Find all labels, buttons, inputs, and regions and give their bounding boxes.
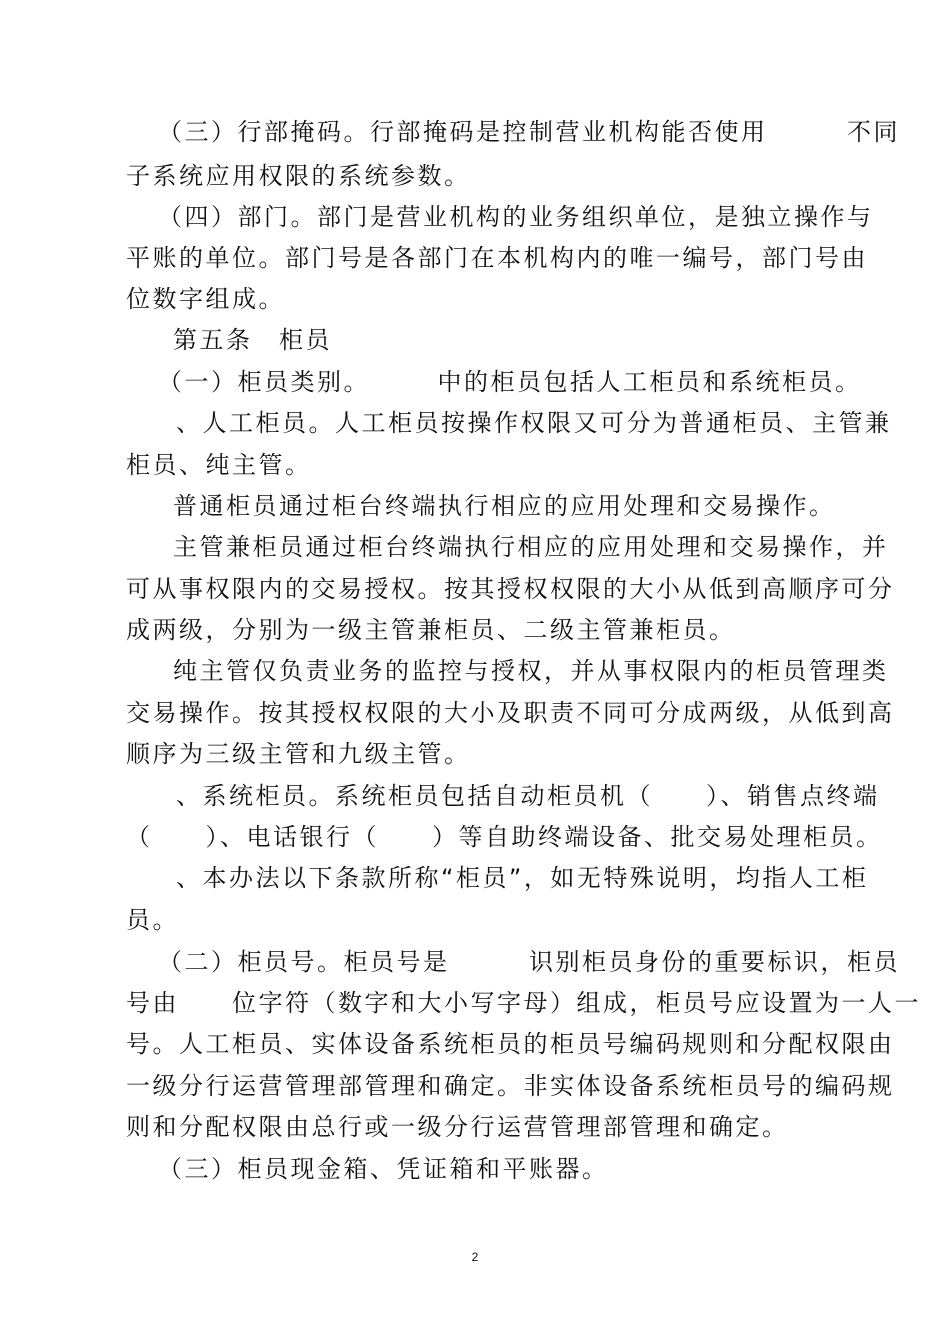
article-heading: 第五条 柜员 <box>173 326 332 354</box>
paragraph-line: 成两级，分别为一级主管兼柜员、二级主管兼柜员。 <box>126 616 736 644</box>
paragraph-line: 位数字组成。 <box>126 285 285 313</box>
paragraph-line: 可从事权限内的交易授权。按其授权权限的大小从低到高顺序可分 <box>126 575 895 603</box>
paragraph-line: （四）部门。部门是营业机构的业务组织单位，是独立操作与 <box>158 203 874 231</box>
paragraph-line: 、人工柜员。人工柜员按操作权限又可分为普通柜员、主管兼 <box>176 409 892 437</box>
paragraph-line: 主管兼柜员通过柜台终端执行相应的应用处理和交易操作，并 <box>173 533 889 561</box>
page-number: 2 <box>471 1250 479 1264</box>
paragraph-line: 、本办法以下条款所称“柜员”，如无特殊说明，均指人工柜 <box>176 864 869 892</box>
paragraph-line: （二）柜员号。柜员号是 识别柜员身份的重要标识，柜员 <box>158 948 900 976</box>
paragraph-line: 平账的单位。部门号是各部门在本机构内的唯一编号，部门号由 <box>126 244 868 272</box>
paragraph-line: 号由 位字符（数字和大小写字母）组成，柜员号应设置为一人一 <box>126 989 921 1017</box>
paragraph-line: 员。 <box>126 906 179 934</box>
paragraph-line: （一）柜员类别。 中的柜员包括人工柜员和系统柜员。 <box>158 368 862 396</box>
paragraph-line: （ ）、电话银行（ ）等自助终端设备、批交易处理柜员。 <box>126 823 883 851</box>
paragraph-line: 一级分行运营管理部管理和确定。非实体设备系统柜员号的编码规 <box>126 1072 895 1100</box>
paragraph-line: 交易操作。按其授权权限的大小及职责不同可分成两级，从低到高 <box>126 699 895 727</box>
paragraph-line: 、系统柜员。系统柜员包括自动柜员机（ ）、销售点终端 <box>176 782 880 810</box>
paragraph-line: 普通柜员通过柜台终端执行相应的应用处理和交易操作。 <box>173 492 836 520</box>
paragraph-line: 号。人工柜员、实体设备系统柜员的柜员号编码规则和分配权限由 <box>126 1030 895 1058</box>
paragraph-line: 则和分配权限由总行或一级分行运营管理部管理和确定。 <box>126 1113 789 1141</box>
paragraph-line: （三）行部掩码。行部掩码是控制营业机构能否使用 不同 <box>158 118 900 146</box>
paragraph-line: 子系统应用权限的系统参数。 <box>126 162 471 190</box>
paragraph-line: 顺序为三级主管和九级主管。 <box>126 740 471 768</box>
paragraph-line: 纯主管仅负责业务的监控与授权，并从事权限内的柜员管理类 <box>173 657 889 685</box>
paragraph-line: （三）柜员现金箱、凭证箱和平账器。 <box>158 1155 609 1183</box>
paragraph-line: 柜员、纯主管。 <box>126 451 312 479</box>
